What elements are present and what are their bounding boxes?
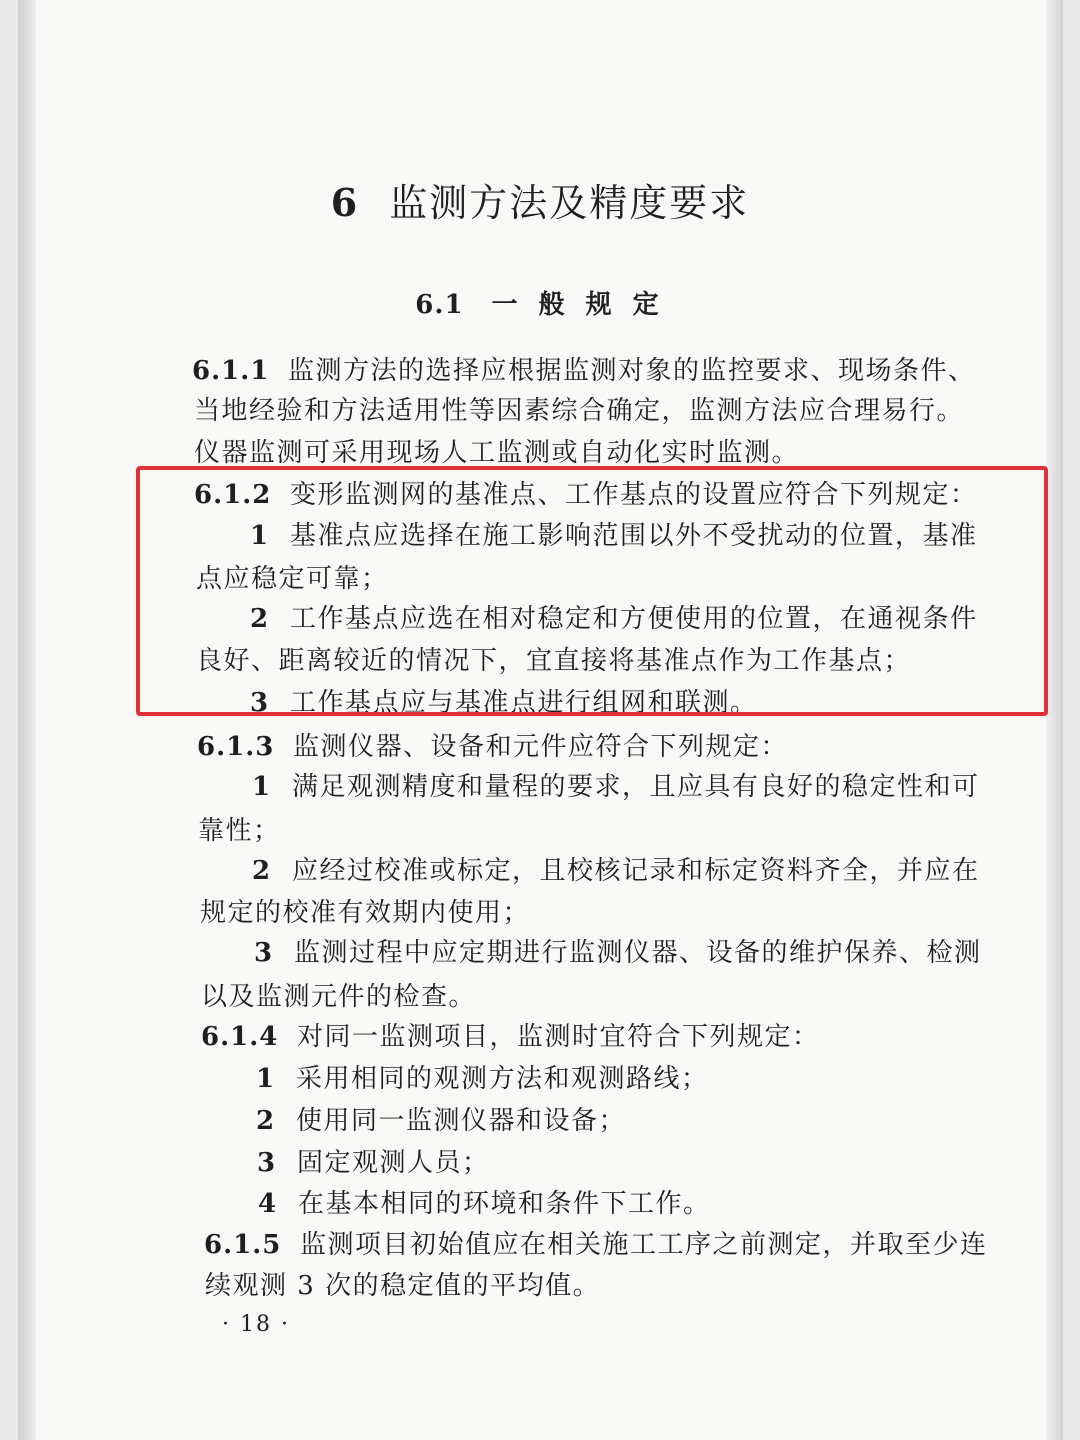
item-number: 3	[257, 1148, 277, 1178]
line-text: 监测方法的选择应根据监测对象的监控要求、现场条件、	[288, 356, 976, 386]
clause-6-1-1-line-3	[194, 432, 799, 469]
clause-6-1-3-item-1	[252, 766, 980, 803]
line-text: 监测过程中应定期进行监测仪器、设备的维护保养、检测	[294, 938, 982, 968]
item-number: 3	[250, 688, 270, 718]
item-number: 2	[256, 1106, 276, 1136]
clause-number: 6.1.3	[197, 732, 275, 762]
clause-6-1-1-line-1	[192, 350, 976, 387]
line-text: 以及监测元件的检查。	[201, 982, 477, 1012]
line-text: 采用相同的观测方法和观测路线；	[296, 1064, 709, 1094]
line-text: 靠性；	[198, 816, 281, 846]
line-text: 固定观测人员；	[297, 1148, 490, 1178]
clause-number: 6.1.1	[192, 356, 270, 386]
clause-6-1-4-item-1	[256, 1058, 709, 1095]
clause-number: 6.1.5	[204, 1230, 282, 1260]
clause-6-1-5-line-2	[205, 1265, 600, 1302]
clause-6-1-3-item-3	[254, 932, 982, 969]
line-text: 规定的校准有效期内使用；	[200, 898, 531, 928]
line-text: 应经过校准或标定，且校核记录和标定资料齐全，并应在	[292, 856, 980, 886]
clause-6-1-4-item-4	[258, 1183, 711, 1220]
page-number: · 18 ·	[222, 1312, 290, 1337]
line-text: 使用同一监测仪器和设备；	[296, 1106, 627, 1136]
line-text: 在基本相同的环境和条件下工作。	[298, 1189, 711, 1219]
clause-6-1-4-item-2	[256, 1100, 626, 1137]
line-text: 监测仪器、设备和元件应符合下列规定：	[293, 732, 789, 762]
item-number: 2	[252, 856, 272, 886]
clause-6-1-3-item-2	[252, 850, 980, 887]
line-text: 良好、距离较近的情况下，宜直接将基准点作为工作基点；	[196, 646, 912, 676]
clause-6-1-3-item-1-cont	[198, 810, 281, 847]
section-title-text: 一 般 规 定	[491, 290, 665, 320]
chapter-number: 6	[330, 180, 360, 225]
clause-number: 6.1.2	[194, 480, 272, 510]
clause-6-1-3-item-3-cont	[201, 976, 476, 1013]
line-text: 续观测 3 次的稳定值的平均值。	[205, 1271, 601, 1301]
clause-6-1-3-item-2-cont	[200, 892, 530, 929]
line-text: 点应稳定可靠；	[196, 564, 389, 594]
clause-6-1-4-item-3	[257, 1142, 490, 1179]
section-number: 6.1	[415, 290, 464, 320]
item-number: 1	[256, 1064, 276, 1094]
item-number: 1	[252, 772, 272, 802]
line-text: 变形监测网的基准点、工作基点的设置应符合下列规定：	[290, 480, 978, 510]
chapter-title	[0, 172, 1080, 227]
line-text: 监测项目初始值应在相关施工工序之前测定，并取至少连	[300, 1230, 988, 1260]
item-number: 3	[254, 938, 274, 968]
line-text: 工作基点应与基准点进行组网和联测。	[290, 688, 758, 718]
clause-6-1-5-line-1	[204, 1224, 988, 1261]
item-number: 4	[258, 1189, 278, 1219]
line-text: 基准点应选择在施工影响范围以外不受扰动的位置，基准	[290, 521, 978, 551]
clause-6-1-3-line-1	[197, 726, 788, 763]
line-text: 仪器监测可采用现场人工监测或自动化实时监测。	[194, 438, 800, 468]
line-text: 工作基点应选在相对稳定和方便使用的位置，在通视条件	[290, 604, 978, 634]
item-number: 2	[250, 604, 270, 634]
clause-6-1-1-line-2	[194, 390, 964, 427]
item-number: 1	[250, 521, 270, 551]
clause-6-1-4-line-1	[201, 1016, 820, 1053]
chapter-title-text: 监测方法及精度要求	[389, 181, 750, 225]
line-text: 当地经验和方法适用性等因素综合确定，监测方法应合理易行。	[194, 396, 965, 426]
section-title	[0, 284, 1080, 321]
clause-number: 6.1.4	[201, 1022, 279, 1052]
line-text: 满足观测精度和量程的要求，且应具有良好的稳定性和可	[292, 772, 980, 802]
line-text: 对同一监测项目，监测时宜符合下列规定：	[297, 1022, 820, 1052]
highlight-box	[136, 466, 1048, 716]
